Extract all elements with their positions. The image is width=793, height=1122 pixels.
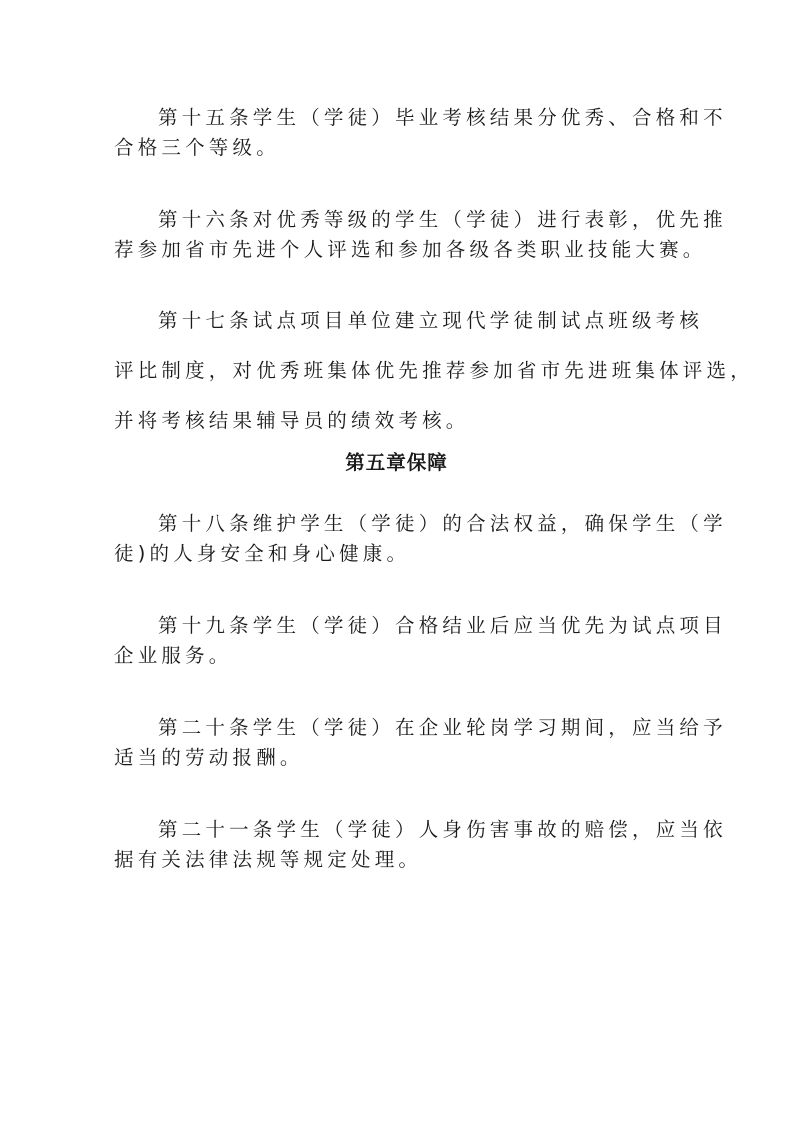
article-line: 第十七条试点项目单位建立现代学徒制试点班级考核 bbox=[158, 309, 704, 332]
article-line: 第十八条维护学生（学徒）的合法权益，确保学生（学 bbox=[158, 512, 727, 535]
article-20 bbox=[114, 713, 727, 773]
article-line: 荐参加省市先进个人评选和参加各级各类职业技能大赛。 bbox=[114, 238, 707, 261]
article-line: 企业服务。 bbox=[114, 644, 233, 667]
article-line: 徒)的人身安全和身心健康。 bbox=[114, 542, 411, 565]
article-19 bbox=[114, 611, 727, 671]
article-18 bbox=[114, 509, 727, 569]
article-line: 第十九条学生（学徒）合格结业后应当优先为试点项目 bbox=[158, 614, 727, 637]
article-21 bbox=[114, 815, 727, 875]
article-17 bbox=[114, 306, 754, 436]
article-line: 第二十条学生（学徒）在企业轮岗学习期间，应当给予 bbox=[158, 716, 727, 739]
article-16 bbox=[114, 205, 727, 265]
article-line: 评比制度，对优秀班集体优先推荐参加省市先进班集体评选， bbox=[114, 359, 754, 382]
article-line: 第十六条对优秀等级的学生（学徒）进行表彰，优先推 bbox=[158, 208, 727, 231]
article-line: 并将考核结果辅导员的绩效考核。 bbox=[114, 409, 470, 432]
article-line: 第二十一条学生（学徒）人身伤害事故的赔偿，应当依 bbox=[158, 818, 727, 841]
article-line: 合格三个等级。 bbox=[114, 136, 280, 159]
article-line: 适当的劳动报酬。 bbox=[114, 746, 304, 769]
article-line: 第十五条学生（学徒）毕业考核结果分优秀、合格和不 bbox=[158, 106, 727, 129]
article-15 bbox=[114, 103, 727, 163]
chapter-heading: 第五章保障 bbox=[345, 451, 448, 474]
article-line: 据有关法律法规等规定处理。 bbox=[114, 848, 423, 871]
